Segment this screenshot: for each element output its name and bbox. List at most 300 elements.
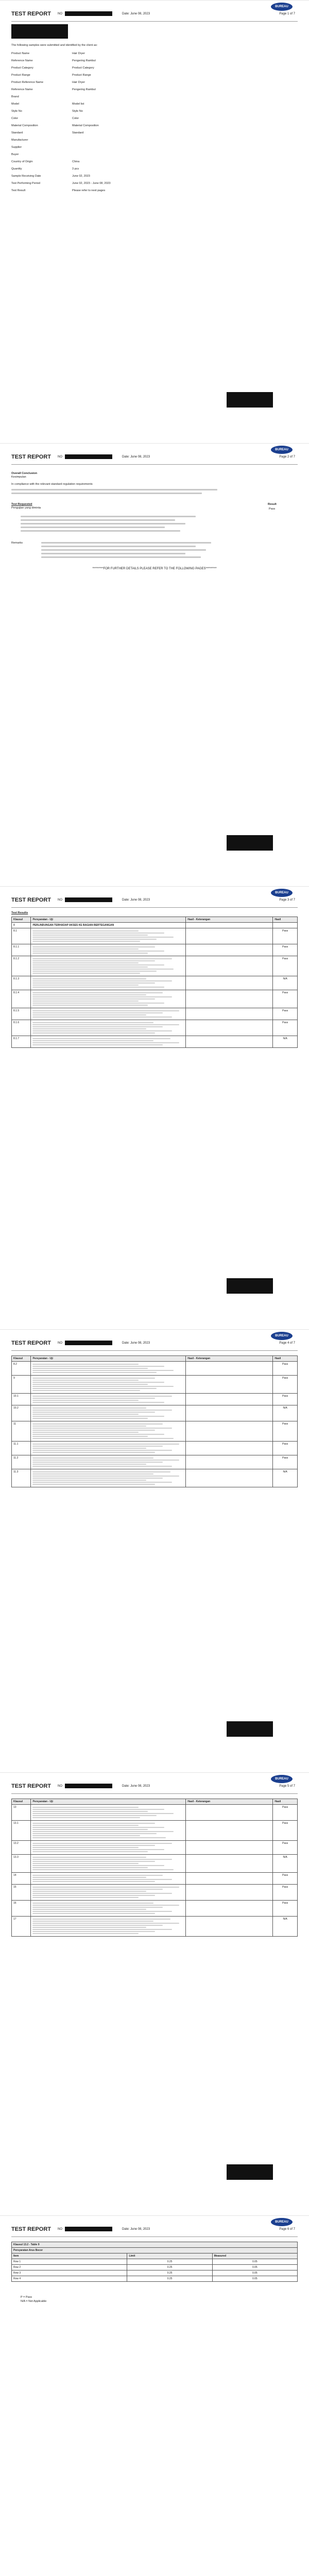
field-label: Standard — [11, 131, 23, 134]
requirement-cell — [31, 1805, 186, 1821]
col-verdict: Hasil — [273, 1799, 298, 1805]
requirement-line — [32, 1925, 163, 1926]
requirement-line — [32, 1843, 171, 1844]
leakage-table — [11, 2242, 298, 2282]
req-line — [21, 516, 196, 517]
requirement-line — [32, 1867, 147, 1868]
requirement-line — [32, 1893, 171, 1894]
report-date: Date: June 08, 2023 — [122, 2228, 150, 2231]
requirement-line — [32, 1390, 140, 1391]
table-row — [12, 1469, 298, 1487]
requirement-line — [32, 958, 171, 959]
report-page-5 — [0, 1772, 309, 2215]
leakage-cell-b: 0.25 — [127, 2259, 212, 2265]
bureau-logo: BUREAU — [271, 3, 293, 11]
requirement-line — [32, 1042, 179, 1043]
result-cell — [186, 1362, 273, 1376]
result-cell — [186, 1442, 273, 1455]
page-header — [11, 1, 298, 22]
field-label: Sample Receiving Date — [11, 175, 41, 178]
clause-cell: 8.1 — [12, 928, 31, 944]
redacted-footer-block — [227, 1278, 273, 1294]
requirement-line — [32, 1851, 147, 1852]
col-verdict: Hasil — [273, 917, 298, 923]
leakage-cell-c: 0.05 — [212, 2270, 297, 2276]
clause-cell: 13.3 — [12, 1855, 31, 1873]
requirement-line — [32, 1875, 163, 1876]
report-title: TEST REPORT — [11, 1783, 52, 1789]
test-requested-sub: Pengujian yang diminta — [11, 506, 41, 510]
requirement-line — [32, 1919, 170, 1920]
col-limit: Limit — [127, 2253, 212, 2259]
requirement-line — [32, 1845, 155, 1846]
requirement-line — [32, 1857, 146, 1858]
requirement-line — [32, 1418, 147, 1419]
table-row: 8 PERLINDUNGAN TERHADAP AKSES KE BAGIAN BERTEGANGAN — [12, 923, 298, 928]
requirement-line — [32, 1412, 155, 1413]
report-date: Date: June 08, 2023 — [122, 12, 150, 15]
report-date: Date: June 08, 2023 — [122, 1342, 150, 1345]
remarks-line — [41, 549, 206, 551]
verdict-cell: Pass — [273, 990, 298, 1008]
requirement-line — [32, 982, 155, 984]
leakage-rows — [12, 2259, 298, 2282]
col-result: Hasil - Keterangan — [186, 1356, 273, 1362]
legend-pass: P = Pass — [21, 2296, 32, 2299]
requirement-line — [32, 1022, 153, 1023]
field-label: Style No — [11, 110, 22, 113]
requirement-line — [32, 1016, 171, 1018]
requirement-line — [32, 1847, 139, 1848]
bureau-logo: BUREAU — [271, 2218, 293, 2226]
table-row — [12, 1362, 298, 1376]
requirement-line — [32, 1863, 139, 1864]
requirement-line — [32, 1865, 164, 1866]
leakage-table-title: Klausul 13.2 - Table 9 — [12, 2242, 298, 2248]
requirement-line — [32, 1432, 139, 1433]
requirement-line — [32, 1881, 155, 1882]
requirement-line — [32, 1809, 164, 1810]
requirement-line — [32, 1466, 171, 1467]
requirement-line — [32, 1482, 171, 1483]
table-row — [12, 956, 298, 976]
requirement-line — [32, 987, 164, 988]
bureau-logo: BUREAU — [271, 1775, 293, 1783]
clause-cell: 8.1.3 — [12, 976, 31, 990]
clause-cell: 8.1.4 — [12, 990, 31, 1008]
clause-cell: 17 — [12, 1917, 31, 1937]
col-item: Item — [12, 2253, 127, 2259]
requirement-line — [32, 1927, 146, 1928]
requirement-cell — [31, 956, 186, 976]
table-row — [12, 1020, 298, 1036]
field-value: Pengering Rambut — [72, 59, 96, 62]
redacted-report-number — [65, 1784, 112, 1788]
redacted-report-number — [65, 454, 112, 459]
requirement-line — [32, 1460, 179, 1461]
requirement-line — [32, 1005, 147, 1006]
redacted-footer-block — [227, 1721, 273, 1737]
report-page-6 — [0, 2215, 309, 2576]
further-details-note: *********FOR FURTHER DETAILS PLEASE REFER TO THE FOLLOWING PAGES********* — [92, 567, 217, 570]
table-row — [12, 1405, 298, 1421]
clause-cell: 10.2 — [12, 1405, 31, 1421]
page-header — [11, 444, 298, 465]
requirement-line — [32, 1032, 155, 1033]
requirement-line — [32, 1849, 164, 1850]
field-label: Product Reference Name — [11, 81, 44, 84]
overall-conclusion-sub: Kesimpulan — [11, 476, 26, 479]
verdict-cell: N/A — [273, 1917, 298, 1937]
page-number: Page 6 of 7 — [279, 2228, 295, 2231]
requirement-line — [32, 1416, 164, 1417]
requirement-line — [32, 1038, 170, 1039]
requirement-line — [32, 1366, 164, 1367]
requirement-line — [32, 998, 155, 999]
clause-cell: 11.2 — [12, 1455, 31, 1469]
redacted-report-number — [65, 2227, 112, 2231]
verdict-cell: Pass — [273, 1376, 298, 1394]
requirement-line — [32, 1030, 171, 1031]
req-line — [21, 527, 165, 528]
requirement-line — [32, 1879, 171, 1880]
requirement-line — [32, 1028, 146, 1029]
table-row — [12, 1442, 298, 1455]
page-header — [11, 2216, 298, 2237]
verdict-cell: Pass — [273, 956, 298, 976]
requirement-cell — [31, 1821, 186, 1841]
col-clause: Klausul — [12, 1799, 31, 1805]
requirement-line — [32, 1909, 146, 1910]
requirement-line — [32, 978, 146, 979]
result-cell — [186, 1917, 273, 1937]
page-number: Page 1 of 7 — [279, 12, 295, 15]
requirement-line — [32, 1835, 140, 1836]
requirement-cell — [31, 1362, 186, 1376]
verdict-cell: Pass — [273, 1394, 298, 1405]
field-label: Product Range — [11, 74, 30, 77]
result-cell — [186, 928, 273, 944]
leakage-cell-b: 0.25 — [127, 2270, 212, 2276]
report-page-4 — [0, 1329, 309, 1772]
report-date: Date: June 08, 2023 — [122, 1785, 150, 1788]
requirement-line — [32, 1891, 146, 1892]
verdict-cell: Pass — [273, 1873, 298, 1885]
test-requested-heading: Test Requested — [11, 503, 32, 506]
requirement-line — [32, 1426, 146, 1427]
verdict-cell: Pass — [273, 944, 298, 956]
test-results-table — [11, 1799, 298, 1937]
col-requirement: Persyaratan - Uji — [31, 1356, 186, 1362]
requirement-cell — [31, 1442, 186, 1455]
requirement-line — [32, 1911, 171, 1912]
field-value: Hair Dryer — [72, 81, 85, 84]
page-number: Page 4 of 7 — [279, 1342, 295, 1345]
clause-cell: 10.1 — [12, 1394, 31, 1405]
results-rows — [12, 1362, 298, 1487]
result-cell — [186, 956, 273, 976]
verdict-cell: Pass — [273, 928, 298, 944]
requirement-line — [32, 1897, 139, 1898]
requirement-line — [32, 1931, 155, 1932]
report-date: Date: June 08, 2023 — [122, 899, 150, 902]
requirement-line — [32, 1859, 171, 1860]
requirement-line — [32, 1907, 163, 1908]
result-cell — [186, 1455, 273, 1469]
remarks-line — [41, 556, 201, 558]
requirement-cell — [31, 1405, 186, 1421]
requirement-line — [32, 1003, 164, 1004]
field-value: Style No — [72, 110, 83, 113]
requirement-line — [32, 1382, 164, 1383]
result-cell — [186, 1405, 273, 1421]
section-heading: PERLINDUNGAN TERHADAP AKSES KE BAGIAN BERTEGANGAN — [31, 923, 186, 928]
report-number-label: NO — [58, 1342, 62, 1345]
requirement-line — [32, 946, 155, 947]
verdict-cell: Pass — [273, 1901, 298, 1917]
verdict-cell: Pass — [273, 1841, 298, 1855]
leakage-cell-a: Row 4 — [12, 2276, 127, 2282]
page-number: Page 2 of 7 — [279, 455, 295, 459]
requirement-line — [32, 933, 164, 934]
table-row — [12, 1841, 298, 1855]
requirement-line — [32, 1807, 139, 1808]
requirement-line — [32, 1827, 164, 1828]
col-result: Hasil - Keterangan — [186, 1799, 273, 1805]
requirement-line — [32, 1436, 147, 1437]
requirement-line — [32, 1895, 155, 1896]
requirement-cell — [31, 928, 186, 944]
clause-cell: 11 — [12, 1421, 31, 1442]
col-clause: Klausul — [12, 1356, 31, 1362]
requirement-line — [32, 1378, 155, 1379]
col-result: Hasil - Keterangan — [186, 917, 273, 923]
page-header — [11, 887, 298, 908]
field-value: Standard — [72, 131, 84, 134]
requirement-line — [32, 971, 157, 972]
requirement-line — [32, 973, 140, 974]
redacted-report-number — [65, 1341, 112, 1345]
requirement-line — [32, 1448, 146, 1449]
requirement-line — [32, 937, 173, 938]
table-row — [12, 2270, 298, 2276]
requirement-line — [32, 1380, 139, 1381]
clause-cell: 14 — [12, 1873, 31, 1885]
requirement-line — [32, 1817, 140, 1818]
field-label: Product Category — [11, 66, 33, 70]
verdict-cell: Pass — [273, 1421, 298, 1442]
requirement-cell — [31, 1455, 186, 1469]
table-row — [12, 1917, 298, 1937]
field-label: Test Performing Period — [11, 182, 40, 185]
clause-cell: 13.2 — [12, 1841, 31, 1855]
legend-na: N/A = Not Applicable — [21, 2300, 47, 2303]
requirement-line — [32, 1388, 157, 1389]
requirement-line — [32, 1464, 146, 1465]
requirement-line — [32, 960, 155, 961]
requirement-cell — [31, 1421, 186, 1442]
result-cell — [186, 1394, 273, 1405]
report-number-label: NO — [58, 2228, 62, 2231]
result-cell — [186, 1020, 273, 1036]
clause-cell: 8.1.1 — [12, 944, 31, 956]
leakage-table-subtitle: Persyaratan Arus Bocor — [12, 2248, 298, 2253]
requirement-line — [32, 1423, 163, 1425]
requirement-line — [32, 1386, 173, 1387]
field-label: Buyer — [11, 153, 19, 156]
requirement-line — [32, 1368, 147, 1369]
requirement-line — [32, 1921, 153, 1922]
requirement-line — [32, 1040, 153, 1041]
field-label: Model — [11, 103, 19, 106]
clause-cell: 15 — [12, 1885, 31, 1901]
redacted-signature-block — [227, 392, 273, 408]
requirement-line — [32, 1012, 163, 1013]
requirement-line — [32, 1478, 163, 1479]
requirement-line — [32, 1452, 155, 1453]
requirement-line — [32, 1933, 139, 1934]
verdict-cell: Pass — [273, 1362, 298, 1376]
requirement-line — [32, 1001, 139, 1002]
field-label: Country of Origin — [11, 160, 33, 163]
col-requirement: Persyaratan - Uji — [31, 917, 186, 923]
result-cell — [186, 1855, 273, 1873]
report-number-label: NO — [58, 455, 62, 459]
redacted-footer-block — [227, 2164, 273, 2180]
leakage-cell-a: Row 3 — [12, 2270, 127, 2276]
verdict-cell: Pass — [273, 1821, 298, 1841]
result-cell — [186, 1885, 273, 1901]
field-label: Manufacturer — [11, 139, 28, 142]
table-row — [12, 1821, 298, 1841]
requirement-line — [32, 980, 171, 981]
results-rows — [12, 1805, 298, 1937]
req-line — [21, 519, 175, 521]
field-value: Please refer to next pages — [72, 189, 106, 192]
field-label: Reference Name — [11, 88, 33, 91]
verdict-cell: Pass — [273, 1805, 298, 1821]
report-title: TEST REPORT — [11, 454, 52, 460]
result-cell — [186, 976, 273, 990]
requirement-cell — [31, 976, 186, 990]
requirement-line — [32, 1364, 139, 1365]
requirement-line — [32, 1398, 155, 1399]
requirement-line — [32, 1877, 146, 1878]
requirement-cell — [31, 990, 186, 1008]
requirement-line — [32, 1402, 164, 1403]
field-label: Reference Name — [11, 59, 33, 62]
requirement-line — [32, 1833, 157, 1834]
requirement-line — [32, 1903, 153, 1904]
leakage-cell-c: 0.05 — [212, 2259, 297, 2265]
result-cell — [186, 1469, 273, 1487]
verdict-cell: N/A — [273, 1036, 298, 1048]
report-page-3 — [0, 886, 309, 1329]
field-label: Supplier — [11, 146, 22, 149]
table-row — [12, 1901, 298, 1917]
report-title: TEST REPORT — [11, 11, 52, 17]
report-title: TEST REPORT — [11, 897, 52, 903]
table-row — [12, 1455, 298, 1469]
conclusion-line — [11, 489, 217, 490]
requirement-line — [32, 1462, 163, 1463]
field-value: Color — [72, 117, 79, 120]
req-line — [21, 523, 185, 524]
table-row — [12, 976, 298, 990]
table-row — [12, 1885, 298, 1901]
requirement-cell — [31, 1469, 186, 1487]
table-row — [12, 1805, 298, 1821]
verdict-cell: Pass — [273, 1020, 298, 1036]
result-cell — [186, 1805, 273, 1821]
test-results-heading: Test Results — [11, 911, 28, 914]
requirement-line — [32, 1044, 163, 1045]
result-cell — [186, 1036, 273, 1048]
verdict-cell: Pass — [273, 1008, 298, 1020]
field-value: June 02, 2023 — [72, 175, 90, 178]
verdict-cell: N/A — [273, 976, 298, 990]
field-value: Product Category — [72, 66, 94, 70]
requirement-line — [32, 1831, 173, 1832]
field-value: Material Composition — [72, 124, 99, 127]
requirement-line — [32, 1414, 139, 1415]
requirement-line — [32, 1434, 164, 1435]
requirement-cell — [31, 1855, 186, 1873]
table-row — [12, 2265, 298, 2270]
verdict-cell: N/A — [273, 1405, 298, 1421]
clause-cell: 11.1 — [12, 1442, 31, 1455]
field-label: Quantity — [11, 167, 22, 171]
table-row — [12, 1394, 298, 1405]
clause-cell: 11.3 — [12, 1469, 31, 1487]
col-measured: Measured — [212, 2253, 297, 2259]
result-cell — [186, 1841, 273, 1855]
table-row — [12, 928, 298, 944]
requirement-cell — [31, 1394, 186, 1405]
report-title: TEST REPORT — [11, 2226, 52, 2232]
requirement-line — [32, 1929, 171, 1930]
requirement-line — [32, 1823, 155, 1824]
requirement-line — [32, 1815, 157, 1816]
table-row — [12, 1855, 298, 1873]
intro-text: The following samples were submitted and identified by the client as: — [11, 44, 98, 47]
table-row — [12, 1036, 298, 1048]
requirement-line — [32, 1024, 179, 1025]
remarks-label: Remarks — [11, 541, 23, 545]
field-label: Product Name — [11, 52, 30, 55]
requirement-line — [32, 1913, 155, 1914]
requirement-line — [32, 930, 139, 931]
requirement-line — [32, 985, 139, 986]
requirement-cell — [31, 1901, 186, 1917]
req-line — [21, 530, 180, 532]
table-row — [12, 2276, 298, 2282]
field-label: Color — [11, 117, 19, 120]
requirement-line — [32, 1825, 139, 1826]
page-header — [11, 1773, 298, 1794]
clause-cell: 13 — [12, 1805, 31, 1821]
result-cell — [186, 1421, 273, 1442]
table-row — [12, 2259, 298, 2265]
table-row — [12, 1873, 298, 1885]
field-value: China — [72, 160, 80, 163]
field-value: Product Range — [72, 74, 91, 77]
requirement-cell — [31, 1885, 186, 1901]
requirement-line — [32, 953, 147, 954]
report-title: TEST REPORT — [11, 1340, 52, 1346]
requirement-line — [32, 1471, 170, 1472]
requirement-line — [32, 935, 147, 936]
